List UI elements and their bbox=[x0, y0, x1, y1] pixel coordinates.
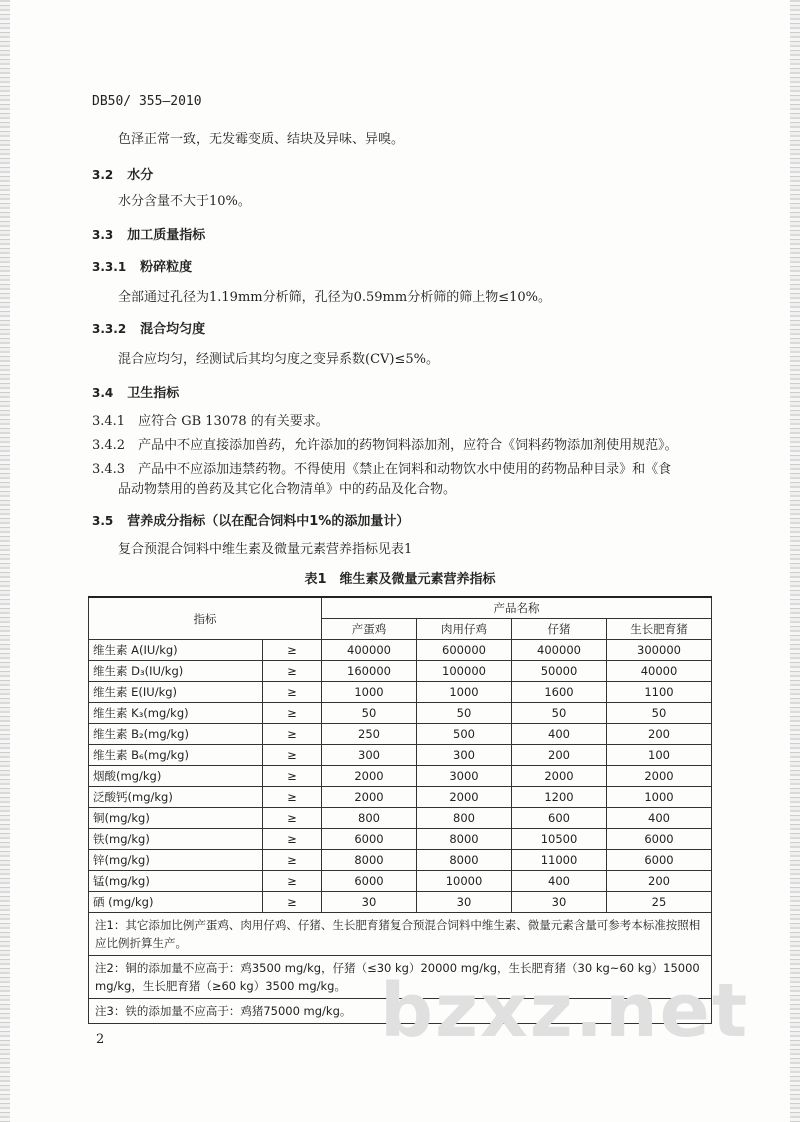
value-cell: 400000 bbox=[512, 640, 607, 661]
indicator-name: 烟酸(mg/kg) bbox=[89, 766, 263, 787]
value-cell: 25 bbox=[607, 892, 712, 913]
value-cell: 6000 bbox=[607, 850, 712, 871]
value-cell: 1000 bbox=[417, 682, 512, 703]
section-title: 卫生指标 bbox=[127, 386, 180, 401]
indicator-name: 铁(mg/kg) bbox=[89, 829, 263, 850]
value-cell: 6000 bbox=[607, 829, 712, 850]
value-cell: 400 bbox=[512, 724, 607, 745]
section-number: 3.2 bbox=[92, 168, 114, 182]
value-cell: 1100 bbox=[607, 682, 712, 703]
value-cell: 300 bbox=[322, 745, 417, 766]
section-3-4-heading bbox=[92, 382, 179, 401]
watermark: bzxz.net bbox=[380, 968, 750, 1054]
section-3-3-heading bbox=[92, 224, 205, 243]
indicator-name: 维生素 K₃(mg/kg) bbox=[89, 703, 263, 724]
value-cell: 600 bbox=[512, 808, 607, 829]
table-row bbox=[89, 892, 712, 913]
indicator-operator: ≥ bbox=[263, 787, 322, 808]
indicator-operator: ≥ bbox=[263, 640, 322, 661]
section-3-5-heading bbox=[92, 510, 409, 529]
indicator-operator: ≥ bbox=[263, 850, 322, 871]
value-cell: 2000 bbox=[512, 766, 607, 787]
scan-edge-left bbox=[0, 0, 10, 1122]
product-header: 仔猪 bbox=[512, 619, 607, 640]
section-title: 粉碎粒度 bbox=[140, 260, 193, 275]
value-cell: 6000 bbox=[322, 829, 417, 850]
value-cell: 30 bbox=[322, 892, 417, 913]
section-3-2-heading bbox=[92, 164, 153, 183]
value-cell: 1200 bbox=[512, 787, 607, 808]
indicator-name: 维生素 B₂(mg/kg) bbox=[89, 724, 263, 745]
value-cell: 6000 bbox=[322, 871, 417, 892]
mix-requirement: 混合应均匀，经测试后其均匀度之变异系数(CV)≤5%。 bbox=[118, 352, 439, 367]
indicator-name: 泛酸钙(mg/kg) bbox=[89, 787, 263, 808]
scan-edge-right bbox=[790, 0, 800, 1122]
value-cell: 50 bbox=[417, 703, 512, 724]
table-row bbox=[89, 808, 712, 829]
value-cell: 2000 bbox=[607, 766, 712, 787]
section-number: 3.3.1 bbox=[92, 260, 127, 274]
table-note: 注2：铜的添加量不应高于：鸡3500 mg/kg，仔猪（≤30 kg）20000 mg/kg，生长肥育猪（30 kg~60 kg）15000 mg/kg，生长肥育猪（≥60 kg）3500 mg/kg。 bbox=[89, 956, 712, 999]
clause-3-4-3-line1: 3.4.3 产品中不应添加违禁药物。不得使用《禁止在饲料和动物饮水中使用的药物品种目录》和《食 bbox=[92, 462, 672, 477]
table-row bbox=[89, 766, 712, 787]
indicator-operator: ≥ bbox=[263, 871, 322, 892]
header-indicator: 指标 bbox=[89, 597, 322, 640]
value-cell: 800 bbox=[417, 808, 512, 829]
value-cell: 8000 bbox=[417, 850, 512, 871]
color-requirement: 色泽正常一致，无发霉变质、结块及异味、异嗅。 bbox=[118, 132, 405, 147]
table-note: 注3：铁的添加量不应高于：鸡猪75000 mg/kg。 bbox=[89, 999, 712, 1024]
value-cell: 2000 bbox=[417, 787, 512, 808]
value-cell: 100000 bbox=[417, 661, 512, 682]
value-cell: 800 bbox=[322, 808, 417, 829]
section-title: 水分 bbox=[127, 168, 154, 183]
section-title: 加工质量指标 bbox=[127, 228, 206, 243]
table-note: 注1：其它添加比例产蛋鸡、肉用仔鸡、仔猪、生长肥育猪复合预混合饲料中维生素、微量元素含量可参考本标准按照相应比例折算生产。 bbox=[89, 913, 712, 956]
value-cell: 250 bbox=[322, 724, 417, 745]
table-title: 表1 维生素及微量元素营养指标 bbox=[304, 572, 496, 587]
indicator-name: 维生素 D₃(IU/kg) bbox=[89, 661, 263, 682]
value-cell: 30 bbox=[512, 892, 607, 913]
indicator-name: 硒 (mg/kg) bbox=[89, 892, 263, 913]
indicator-operator: ≥ bbox=[263, 661, 322, 682]
value-cell: 1600 bbox=[512, 682, 607, 703]
page-number: 2 bbox=[96, 1032, 105, 1047]
indicator-operator: ≥ bbox=[263, 829, 322, 850]
indicator-operator: ≥ bbox=[263, 682, 322, 703]
value-cell: 1000 bbox=[322, 682, 417, 703]
product-header: 产蛋鸡 bbox=[322, 619, 417, 640]
value-cell: 300000 bbox=[607, 640, 712, 661]
value-cell: 400000 bbox=[322, 640, 417, 661]
clause-3-4-3-line2: 品动物禁用的兽药及其它化合物清单》中的药品及化合物。 bbox=[118, 482, 457, 497]
indicator-name: 铜(mg/kg) bbox=[89, 808, 263, 829]
section-number: 3.3 bbox=[92, 228, 114, 242]
section-title: 混合均匀度 bbox=[140, 322, 206, 337]
grain-requirement: 全部通过孔径为1.19mm分析筛，孔径为0.59mm分析筛的筛上物≤10%。 bbox=[118, 290, 551, 305]
clause-3-4-1: 3.4.1 应符合 GB 13078 的有关要求。 bbox=[92, 414, 329, 429]
value-cell: 8000 bbox=[417, 829, 512, 850]
value-cell: 2000 bbox=[322, 766, 417, 787]
value-cell: 50 bbox=[322, 703, 417, 724]
value-cell: 50 bbox=[512, 703, 607, 724]
value-cell: 40000 bbox=[607, 661, 712, 682]
indicator-name: 维生素 B₆(mg/kg) bbox=[89, 745, 263, 766]
section-title: 营养成分指标（以在配合饲料中1%的添加量计） bbox=[127, 514, 410, 529]
indicator-name: 锰(mg/kg) bbox=[89, 871, 263, 892]
indicator-operator: ≥ bbox=[263, 724, 322, 745]
indicator-operator: ≥ bbox=[263, 745, 322, 766]
product-header: 生长肥育猪 bbox=[607, 619, 712, 640]
section-3-3-2-heading bbox=[92, 318, 205, 337]
indicator-name: 锌(mg/kg) bbox=[89, 850, 263, 871]
value-cell: 3000 bbox=[417, 766, 512, 787]
indicator-operator: ≥ bbox=[263, 808, 322, 829]
section-number: 3.5 bbox=[92, 514, 114, 528]
table-row bbox=[89, 703, 712, 724]
moisture-requirement: 水分含量不大于10%。 bbox=[118, 194, 251, 209]
table-row bbox=[89, 787, 712, 808]
value-cell: 160000 bbox=[322, 661, 417, 682]
table-row bbox=[89, 745, 712, 766]
indicator-name: 维生素 E(IU/kg) bbox=[89, 682, 263, 703]
nutrient-table bbox=[88, 596, 712, 1024]
value-cell: 1000 bbox=[607, 787, 712, 808]
value-cell: 600000 bbox=[417, 640, 512, 661]
table-row bbox=[89, 829, 712, 850]
table-row bbox=[89, 871, 712, 892]
table-row bbox=[89, 661, 712, 682]
table-row bbox=[89, 682, 712, 703]
section-3-5-body: 复合预混合饲料中维生素及微量元素营养指标见表1 bbox=[118, 542, 413, 557]
clause-3-4-2: 3.4.2 产品中不应直接添加兽药，允许添加的药物饲料添加剂，应符合《饲料药物添加剂使用规范》。 bbox=[92, 438, 678, 453]
value-cell: 300 bbox=[417, 745, 512, 766]
value-cell: 11000 bbox=[512, 850, 607, 871]
section-number: 3.4 bbox=[92, 386, 114, 400]
value-cell: 50000 bbox=[512, 661, 607, 682]
header-product-name: 产品名称 bbox=[322, 597, 712, 619]
table-row bbox=[89, 724, 712, 745]
value-cell: 8000 bbox=[322, 850, 417, 871]
note-row bbox=[89, 913, 712, 956]
indicator-operator: ≥ bbox=[263, 703, 322, 724]
value-cell: 2000 bbox=[322, 787, 417, 808]
value-cell: 400 bbox=[512, 871, 607, 892]
table-row bbox=[89, 640, 712, 661]
section-number: 3.3.2 bbox=[92, 322, 127, 336]
indicator-operator: ≥ bbox=[263, 766, 322, 787]
value-cell: 400 bbox=[607, 808, 712, 829]
value-cell: 500 bbox=[417, 724, 512, 745]
value-cell: 200 bbox=[607, 871, 712, 892]
product-header: 肉用仔鸡 bbox=[417, 619, 512, 640]
value-cell: 200 bbox=[607, 724, 712, 745]
value-cell: 50 bbox=[607, 703, 712, 724]
document-code: DB50/ 355—2010 bbox=[92, 94, 202, 109]
table-row bbox=[89, 850, 712, 871]
value-cell: 10500 bbox=[512, 829, 607, 850]
value-cell: 200 bbox=[512, 745, 607, 766]
indicator-name: 维生素 A(IU/kg) bbox=[89, 640, 263, 661]
value-cell: 100 bbox=[607, 745, 712, 766]
indicator-operator: ≥ bbox=[263, 892, 322, 913]
value-cell: 10000 bbox=[417, 871, 512, 892]
value-cell: 30 bbox=[417, 892, 512, 913]
section-3-3-1-heading bbox=[92, 256, 192, 275]
